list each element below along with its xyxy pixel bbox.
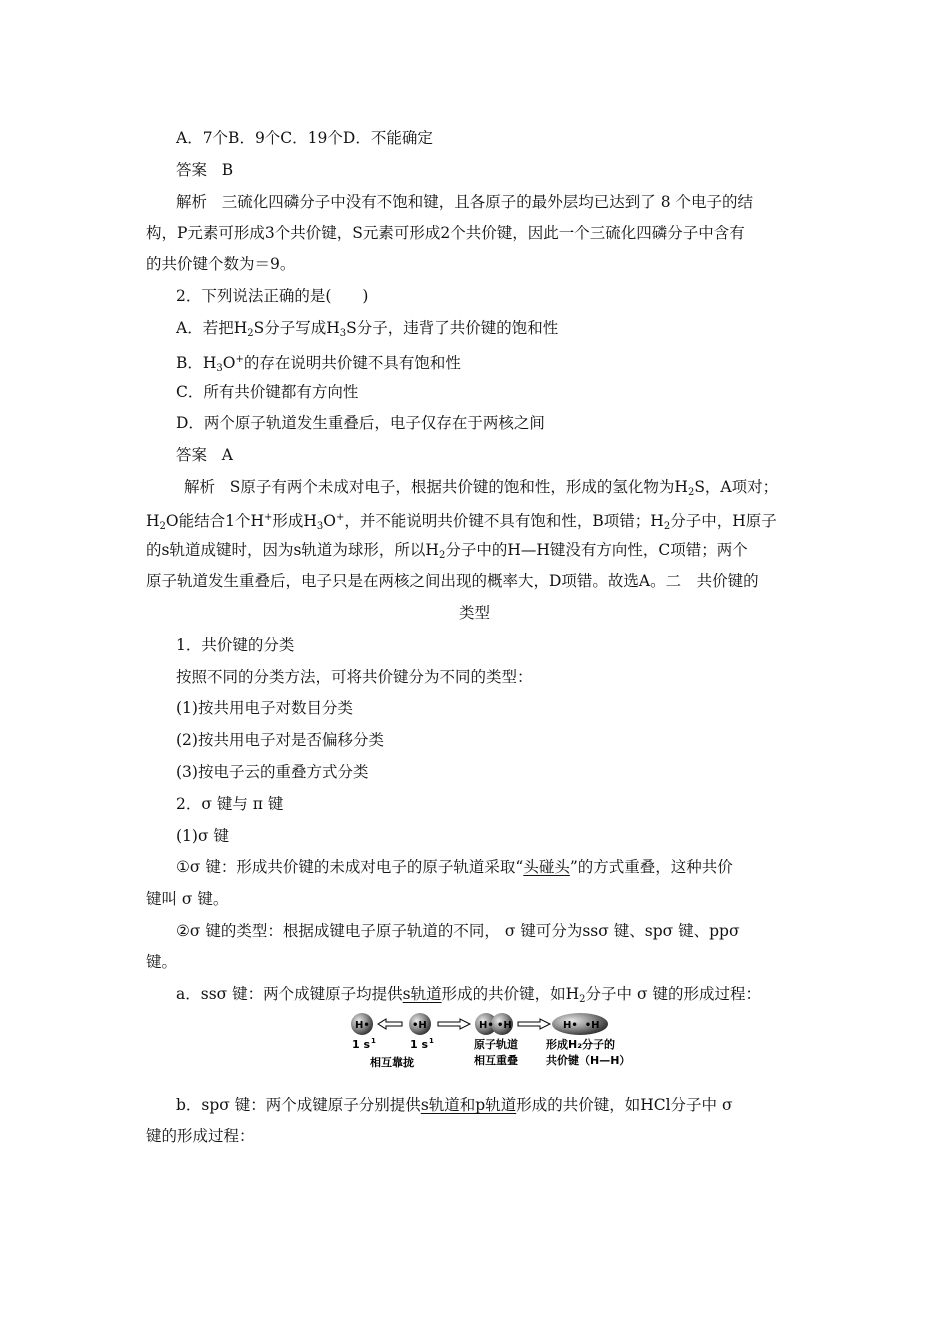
text: 分子中，H原子 (670, 512, 777, 530)
h-atom-left-label: H• (355, 1020, 370, 1031)
text: B．H (176, 354, 217, 372)
subscript: 2 (663, 521, 671, 532)
overlap-right-label: •H (497, 1020, 512, 1031)
text: ”的方式重叠，这种共价 (569, 858, 733, 876)
subscript: 2 (438, 550, 446, 561)
subscript: 2 (687, 487, 695, 498)
arrow-left-icon (378, 1019, 402, 1029)
text: ，并不能说明共价键不具有饱和性，B项错；H (344, 512, 664, 530)
subscript: 2 (247, 328, 254, 339)
superscript: + (264, 512, 273, 523)
orbital-sup-right: 1 (429, 1037, 434, 1045)
q2-analysis-line1 (184, 477, 778, 503)
heading-sigma-pi: 2．σ 键与 π 键 (176, 795, 284, 813)
orbital-label-left: 1 s (352, 1038, 371, 1051)
caption-form-2: 共价键（H—H） (546, 1054, 631, 1067)
sp-sigma-line1 (176, 1095, 733, 1115)
q2-option-b (176, 350, 461, 379)
underlined-term: s轨道和p轨道 (420, 1096, 517, 1114)
class-item-3: (3)按电子云的重叠方式分类 (176, 763, 369, 781)
underlined-term: s轨道 (402, 985, 442, 1003)
q2-option-d: D．两个原子轨道发生重叠后，电子仅存在于两核之间 (176, 414, 545, 432)
answer-label: 答案 (176, 446, 208, 464)
section-heading-types: 类型 (459, 604, 491, 622)
heading-sigma: (1)σ 键 (176, 827, 229, 845)
sigma-def-line2: 键叫 σ 键。 (146, 890, 229, 908)
q2-analysis-line2 (146, 508, 777, 537)
text: O (222, 354, 236, 372)
arrow-right-icon (518, 1019, 550, 1029)
subscript: 3 (316, 521, 324, 532)
class-item-2: (2)按共用电子对是否偏移分类 (176, 731, 384, 749)
sigma-types-line1: ②σ 键的类型：根据成键电子原子轨道的不同， σ 键可分为ssσ 键、spσ 键、ppσ (176, 922, 740, 940)
ss-sigma-text (176, 984, 761, 1010)
superscript: + (235, 354, 244, 365)
text: A．若把H (176, 319, 248, 337)
q1-answer (176, 160, 233, 180)
text: H (146, 512, 160, 530)
text: O (323, 512, 337, 530)
heading-classification: 1．共价键的分类 (176, 636, 295, 654)
q2-answer (176, 445, 233, 465)
answer-value: A (221, 446, 233, 464)
text: 分子中 σ 键的形成过程： (585, 985, 761, 1003)
sigma-types-line2: 键。 (146, 953, 178, 971)
underlined-term: 头碰头 (523, 858, 570, 876)
text: 形成的共价键，如H (441, 985, 580, 1003)
subscript: 3 (339, 328, 347, 339)
text: S分子，违背了共价键的饱和性 (346, 319, 559, 337)
sigma-def-line1 (176, 857, 733, 877)
q2-analysis-line3 (146, 540, 748, 566)
sp-sigma-line2: 键的形成过程： (146, 1127, 255, 1145)
subscript: 2 (159, 521, 166, 532)
arrow-right-icon (438, 1019, 470, 1029)
text: b．spσ 键：两个成键原子分别提供 (176, 1096, 421, 1114)
caption-overlap-1: 原子轨道 (474, 1038, 518, 1051)
text: 的s轨道成键时，因为s轨道为球形，所以H (146, 541, 439, 559)
h-atom-right-label: •H (412, 1020, 427, 1031)
subscript: 2 (579, 994, 586, 1005)
q1-analysis-line1 (176, 192, 753, 212)
q2-option-c: C．所有共价键都有方向性 (176, 383, 359, 401)
text: ①σ 键：形成共价键的未成对电子的原子轨道采取“ (176, 858, 524, 876)
text: S原子有两个未成对电子，根据共价键的饱和性，形成的氢化物为H (229, 478, 688, 496)
intro-text: 按照不同的分类方法，可将共价键分为不同的类型： (176, 668, 533, 686)
q1-analysis-line2: 构，P元素可形成3个共价键，S元素可形成2个共价键，因此一个三硫化四磷分子中含有 (146, 224, 745, 242)
answer-value: B (221, 161, 234, 179)
text: S分子写成H (253, 319, 340, 337)
text: S，A项对； (694, 478, 779, 496)
q2-analysis-line4: 原子轨道发生重叠后，电子只是在两核之间出现的概率大，D项错。故选A。二 共价键的 (146, 572, 759, 590)
text: 形成H (272, 512, 317, 530)
subscript: 3 (216, 363, 223, 374)
h2-sigma-bond-figure (340, 1012, 640, 1082)
caption-form-1: 形成H₂分子的 (546, 1038, 616, 1051)
superscript: + (336, 512, 345, 523)
caption-overlap-2: 相互重叠 (474, 1054, 518, 1067)
analysis-label: 解析 (176, 193, 208, 211)
figure-svg (340, 1012, 640, 1082)
analysis-label: 解析 (184, 478, 216, 496)
text: 形成的共价键，如HCl分子中 σ (516, 1096, 733, 1114)
text: O能结合1个H (165, 512, 264, 530)
text: 分子中的H—H键没有方向性，C项错；两个 (445, 541, 748, 559)
q2-stem: 2．下列说法正确的是( ) (176, 287, 369, 305)
q1-options: A．7个B．9个C．19个D．不能确定 (176, 129, 433, 147)
h2-molecule-label: H• •H (563, 1020, 600, 1031)
orbital-sup-left: 1 (371, 1037, 376, 1045)
text: 的存在说明共价键不具有饱和性 (243, 354, 461, 372)
orbital-label-right: 1 s (410, 1038, 429, 1051)
analysis-text: 三硫化四磷分子中没有不饱和键，且各原子的最外层均已达到了 8 个电子的结 (221, 193, 754, 211)
caption-approach: 相互靠拢 (370, 1056, 414, 1069)
class-item-1: (1)按共用电子对数目分类 (176, 699, 353, 717)
text: a．ssσ 键：两个成键原子均提供 (176, 985, 403, 1003)
answer-label: 答案 (176, 161, 208, 179)
q1-analysis-line3: 的共价键个数为＝9。 (146, 255, 296, 273)
q2-option-a (176, 318, 558, 344)
overlap-left-label: H• (479, 1020, 494, 1031)
